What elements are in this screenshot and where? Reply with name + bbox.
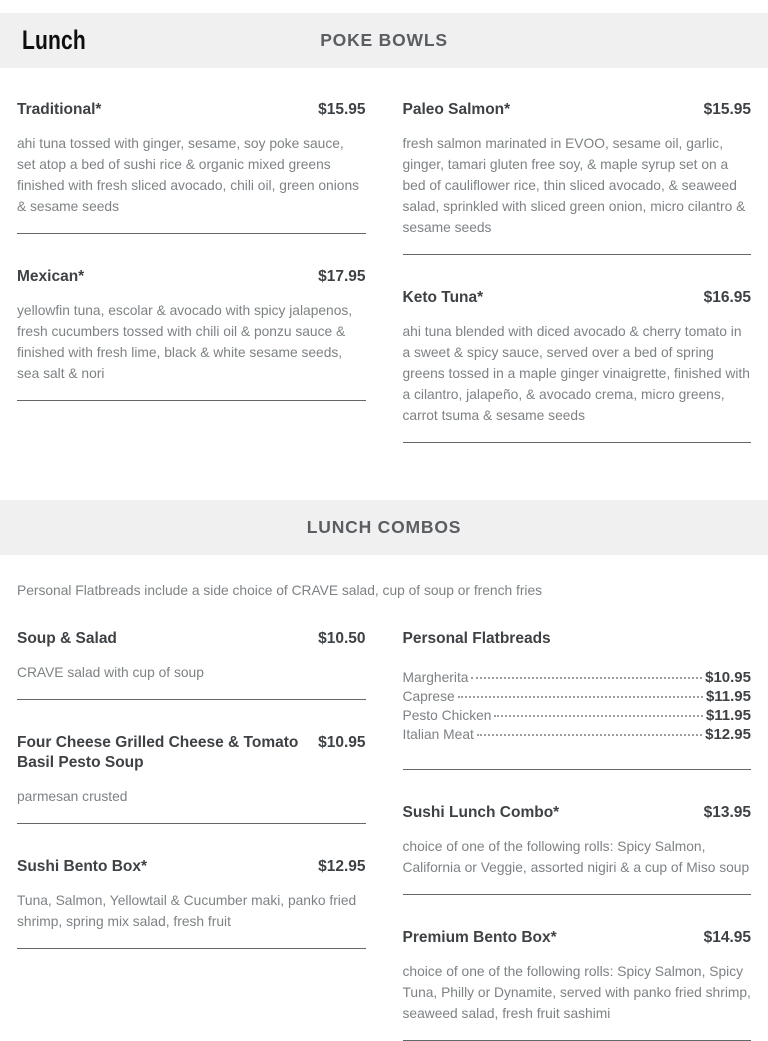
item-header — [403, 803, 752, 823]
flatbread-price: $11.95 — [705, 688, 751, 705]
combos-right-column — [403, 598, 752, 1041]
section-title-poke-bowls: POKE BOWLS — [320, 30, 448, 50]
item-price: $16.95 — [703, 289, 751, 306]
poke-bowls-section — [17, 68, 751, 443]
item-name: Sushi Lunch Combo* — [402, 804, 560, 821]
item-name: Mexican* — [17, 268, 85, 285]
flatbread-row — [403, 668, 752, 687]
item-price: $15.95 — [318, 101, 366, 118]
lunch-combos-content — [0, 583, 768, 1041]
flatbread-name: Margherita — [402, 670, 469, 685]
flatbread-price: $12.95 — [705, 726, 751, 743]
dot-leader — [471, 677, 702, 679]
menu-item-sushi-bento-box — [17, 857, 366, 949]
divider — [403, 769, 752, 770]
flatbread-row — [403, 725, 752, 744]
divider — [17, 400, 366, 401]
flatbreads-title: Personal Flatbreads — [402, 630, 551, 647]
lunch-combos-band — [0, 500, 768, 555]
divider — [17, 948, 366, 949]
item-description: CRAVE salad with cup of soup — [17, 665, 204, 680]
item-header — [17, 267, 366, 287]
divider — [17, 823, 366, 824]
item-description: choice of one of the following rolls: Spicy Salmon, California or Veggie, assorted nigiri & a cup of Miso soup — [402, 839, 750, 875]
item-description: yellowfin tuna, escolar & avocado with spicy jalapenos, fresh cucumbers tossed with chili oil & ponzu sauce & finished with fresh lime, black & white sesame seeds, sea salt & nori — [17, 303, 353, 381]
item-price: $13.95 — [703, 804, 751, 821]
flatbread-price: $11.95 — [705, 707, 751, 724]
flatbread-name: Pesto Chicken — [402, 708, 492, 723]
combos-note: Personal Flatbreads include a side choice of CRAVE salad, cup of soup or french fries — [17, 583, 543, 598]
poke-bowls-left-column — [17, 68, 366, 443]
flatbread-name: Italian Meat — [402, 727, 474, 742]
poke-bowls-right-column — [403, 68, 752, 443]
menu-item-soup-and-salad — [17, 629, 366, 700]
dot-leader — [458, 696, 703, 698]
item-header — [17, 857, 366, 877]
menu-item-paleo-salmon — [403, 100, 752, 255]
item-name: Four Cheese Grilled Cheese & Tomato Basil Pesto Soup — [17, 734, 299, 771]
item-description: ahi tuna tossed with ginger, sesame, soy poke sauce, set atop a bed of sushi rice & organic mixed greens finished with fresh sliced avocado, chili oil, green onions & sesame seeds — [17, 136, 360, 214]
menu-item-keto-tuna — [403, 288, 752, 443]
flatbread-price: $10.95 — [705, 669, 751, 686]
menu-item-traditional — [17, 100, 366, 234]
menu-item-four-cheese-grilled-cheese — [17, 733, 366, 824]
menu-item-mexican — [17, 267, 366, 401]
menu-item-personal-flatbreads — [403, 629, 752, 770]
item-header — [17, 629, 366, 649]
item-header — [403, 288, 752, 308]
item-price: $17.95 — [318, 268, 366, 285]
divider — [17, 699, 366, 700]
divider — [403, 254, 752, 255]
divider — [403, 442, 752, 443]
menu-content — [0, 68, 768, 443]
item-price: $12.95 — [318, 858, 366, 875]
item-name: Soup & Salad — [17, 630, 117, 647]
item-name: Paleo Salmon* — [402, 101, 511, 118]
item-description: parmesan crusted — [17, 789, 128, 804]
dot-leader — [477, 734, 702, 736]
item-price: $15.95 — [703, 101, 751, 118]
flatbread-row — [403, 706, 752, 725]
flatbread-name: Caprese — [402, 689, 455, 704]
item-price: $10.50 — [318, 630, 366, 647]
dot-leader — [494, 715, 702, 717]
item-header — [403, 928, 752, 948]
item-description: Tuna, Salmon, Yellowtail & Cucumber maki, panko fried shrimp, spring mix salad, fresh fruit — [17, 893, 357, 929]
menu-item-sushi-lunch-combo — [403, 803, 752, 895]
item-header — [403, 100, 752, 120]
item-name: Keto Tuna* — [402, 289, 484, 306]
flatbreads-list — [403, 668, 752, 744]
item-header — [17, 100, 366, 120]
combos-left-column — [17, 598, 366, 1041]
item-price: $14.95 — [703, 929, 751, 946]
page-title: Lunch — [22, 25, 86, 55]
item-header — [17, 733, 366, 773]
flatbread-row — [403, 687, 752, 706]
section-title-lunch-combos: LUNCH COMBOS — [306, 517, 462, 537]
item-name: Traditional* — [17, 101, 102, 118]
item-description: ahi tuna blended with diced avocado & cherry tomato in a sweet & spicy sauce, served over a bed of spring greens tossed in a maple ginger vinaigrette, finished with a cilantro, jalapeño, & avocado crema, micro greens, carrot tsuma & sesame seeds — [402, 324, 750, 423]
lunch-combos-section — [17, 598, 751, 1041]
item-name: Sushi Bento Box* — [17, 858, 148, 875]
item-name: Premium Bento Box* — [402, 929, 557, 946]
item-price: $10.95 — [318, 734, 366, 751]
menu-header-band — [0, 13, 768, 68]
item-description: choice of one of the following rolls: Spicy Salmon, Spicy Tuna, Philly or Dynamite, served with panko fried shrimp, seaweed salad, fresh fruit sashimi — [402, 964, 751, 1021]
item-description: fresh salmon marinated in EVOO, sesame oil, garlic, ginger, tamari gluten free soy, & maple syrup set on a bed of cauliflower rice, thin sliced avocado, & seaweed salad, sprinkled with sliced green onion, micro cilantro & sesame seeds — [402, 136, 746, 235]
divider — [17, 233, 366, 234]
item-header — [403, 629, 752, 649]
divider — [403, 894, 752, 895]
